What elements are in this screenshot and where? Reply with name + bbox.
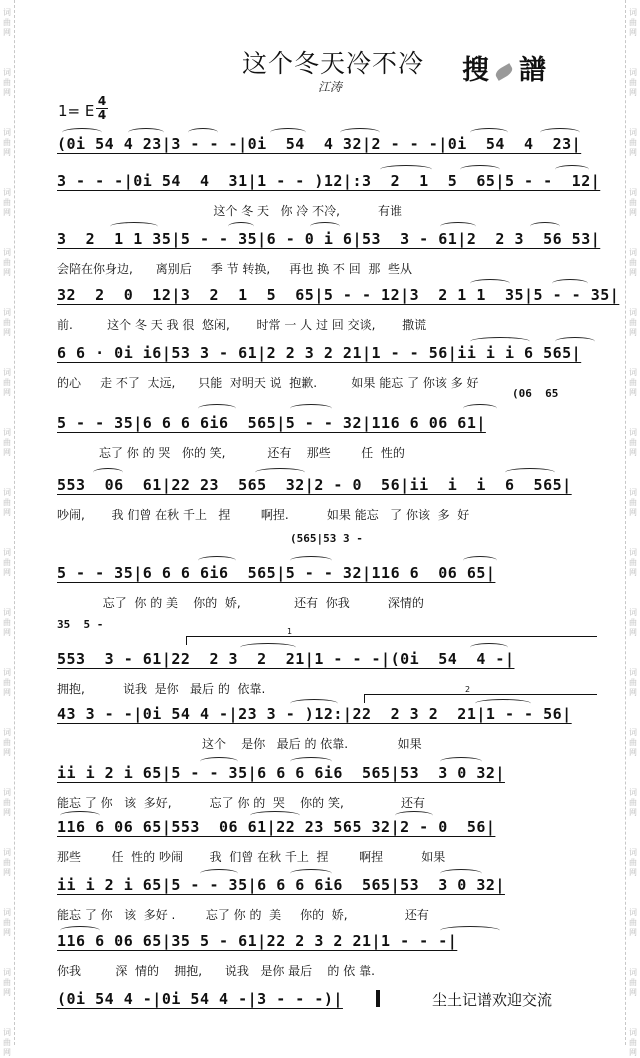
logo-char-2: 譜	[519, 55, 546, 86]
final-barline	[376, 990, 380, 1007]
watermark-text: 词 曲 网	[629, 368, 637, 397]
slur-arc	[440, 222, 476, 231]
watermark-text: 词 曲 网	[629, 908, 637, 937]
lyric-line: 那些 任 性的 吵闹 我 们曾 在秋 千上 捏 啊捏 如果	[57, 850, 446, 864]
grace-notes: (565|53 3 -	[290, 532, 363, 545]
slur-arc	[110, 222, 158, 231]
slur-arc	[380, 165, 432, 174]
volta-label-1: 1	[287, 627, 293, 636]
slur-arc	[200, 869, 238, 878]
slur-arc	[62, 128, 102, 137]
watermark-text: 词 曲 网	[629, 68, 637, 97]
watermark-text: 词 曲 网	[629, 488, 637, 517]
watermark-text: 词 曲 网	[3, 548, 11, 577]
notation-row: 3 - - -|0i 54 4 31|1 - - )12|:3 2 1 5 65|5 - - 12|	[57, 172, 601, 190]
watermark-text: 词 曲 网	[629, 788, 637, 817]
watermark-text: 词 曲 网	[3, 788, 11, 817]
slur-arc	[290, 556, 332, 565]
slur-arc	[290, 869, 332, 878]
site-logo	[462, 48, 546, 87]
watermark-text: 词 曲 网	[629, 848, 637, 877]
lyric-line: 会陪在你身边, 离别后 季 节 转换, 再也 换 不 回 那 些从	[57, 262, 412, 276]
slur-arc	[270, 128, 306, 137]
watermark-text: 词 曲 网	[629, 248, 637, 277]
watermark-text: 词 曲 网	[629, 8, 637, 37]
slur-arc	[395, 811, 433, 820]
watermark-text: 词 曲 网	[3, 908, 11, 937]
slur-arc	[255, 468, 305, 477]
slur-arc	[552, 279, 588, 288]
slur-arc	[440, 869, 482, 878]
watermark-text: 词 曲 网	[3, 308, 11, 337]
notation-row: 6 6 · 0i i6|53 3 - 61|2 2 3 2 21|1 - - 56|ii i i 6 565|	[57, 344, 582, 362]
slur-arc	[470, 279, 510, 288]
watermark-text: 词 曲 网	[629, 968, 637, 997]
lyric-line: 忘了 你 的 美 你的 娇, 还有 你我 深情的	[57, 596, 424, 610]
notation-row: 116 6 06 65|35 5 - 61|22 2 3 2 21|1 - - -|	[57, 932, 458, 950]
lyric-line: 能忘 了 你 该 多好 . 忘了 你 的 美 你的 娇, 还有	[57, 908, 429, 922]
slur-arc	[228, 222, 254, 231]
grace-notes: 35 5 -	[57, 618, 104, 631]
slur-arc	[128, 128, 164, 137]
grace-notes: (06 65	[512, 387, 559, 400]
time-top: 4	[97, 94, 107, 108]
slur-arc	[470, 128, 508, 137]
slur-arc	[290, 404, 332, 413]
lyric-line: 这个 冬 天 你 冷 不冷, 有谁	[57, 204, 403, 218]
watermark-text: 词 曲 网	[629, 548, 637, 577]
slur-arc	[530, 222, 560, 231]
notation-row: 43 3 - -|0i 54 4 -|23 3 - )12:|22 2 3 2 21|1 - - 56|	[57, 705, 572, 723]
notation-row: 5 - - 35|6 6 6 6i6 565|5 - - 32|116 6 06 61|	[57, 414, 486, 432]
lyric-line: 这个 是你 最后 的 依靠. 如果	[57, 737, 422, 751]
watermark-text: 词 曲 网	[3, 368, 11, 397]
slur-arc	[250, 811, 300, 820]
notation-row: (0i 54 4 -|0i 54 4 -|3 - - -)|	[57, 990, 343, 1008]
slur-arc	[463, 556, 497, 565]
slur-arc	[198, 404, 236, 413]
song-title: 这个冬天冷不冷	[242, 49, 425, 78]
slur-arc	[60, 811, 100, 820]
slur-arc	[463, 404, 497, 413]
notation-row: 32 2 0 12|3 2 1 5 65|5 - - 12|3 2 1 1 35|5 - - 35|	[57, 286, 620, 304]
watermark-text: 词 曲 网	[3, 428, 11, 457]
time-bottom: 4	[97, 108, 107, 122]
slur-arc	[198, 556, 236, 565]
volta-1	[186, 627, 597, 645]
notation-row: 553 3 - 61|22 2 3 2 21|1 - - -|(0i 54 4 -|	[57, 650, 515, 668]
watermark-text: 词 曲 网	[3, 8, 11, 37]
slur-arc	[440, 926, 500, 935]
lyric-line: 的心 走 不了 太远, 只能 对明天 说 抱歉. 如果 能忘 了 你该 多 好	[57, 376, 479, 390]
watermark-text: 词 曲 网	[3, 728, 11, 757]
watermark-text: 词 曲 网	[629, 188, 637, 217]
slur-arc	[340, 128, 380, 137]
watermark-text: 词 曲 网	[3, 68, 11, 97]
slur-arc	[290, 757, 332, 766]
notation-row: (0i 54 4 23|3 - - -|0i 54 4 32|2 - - -|0i 54 4 23|	[57, 135, 582, 153]
leaf-icon	[494, 63, 515, 81]
lyric-line: 你我 深 情的 拥抱, 说我 是你 最后 的 依 靠.	[57, 964, 375, 978]
footer-credit: 尘土记谱欢迎交流	[432, 991, 553, 1009]
watermark-text: 词 曲 网	[3, 188, 11, 217]
watermark-text: 词 曲 网	[629, 608, 637, 637]
notation-row: ii i 2 i 65|5 - - 35|6 6 6 6i6 565|53 3 0 32|	[57, 764, 505, 782]
slur-arc	[460, 165, 500, 174]
watermark-text: 词 曲 网	[629, 1028, 637, 1057]
notation-row: 3 2 1 1 35|5 - - 35|6 - 0 i 6|53 3 - 61|2 2 3 56 53|	[57, 230, 601, 248]
watermark-text: 词 曲 网	[629, 428, 637, 457]
lyric-line: 拥抱, 说我 是你 最后 的 依靠.	[57, 682, 331, 696]
watermark-text: 词 曲 网	[3, 668, 11, 697]
slur-arc	[290, 699, 338, 708]
lyric-line: 吵闹, 我 们曾 在秋 千上 捏 啊捏. 如果 能忘 了 你该 多 好	[57, 508, 470, 522]
watermark-text: 词 曲 网	[629, 128, 637, 157]
notation-row: 553 06 61|22 23 565 32|2 - 0 56|ii i i 6 565|	[57, 476, 572, 494]
lyric-line: 忘了 你 的 哭 你的 笑, 还有 那些 任 性的	[57, 446, 405, 460]
time-signature	[96, 96, 108, 121]
slur-arc	[60, 926, 100, 935]
notation-row: 116 6 06 65|553 06 61|22 23 565 32|2 - 0 56|	[57, 818, 496, 836]
watermark-text: 词 曲 网	[3, 248, 11, 277]
notation-row: ii i 2 i 65|5 - - 35|6 6 6 6i6 565|53 3 0 32|	[57, 876, 505, 894]
slur-arc	[540, 128, 580, 137]
notation-row: 5 - - 35|6 6 6 6i6 565|5 - - 32|116 6 06 65|	[57, 564, 496, 582]
right-watermark-strip	[625, 0, 640, 1057]
volta-label-2: 2	[465, 685, 471, 694]
slur-arc	[555, 337, 595, 346]
volta-2	[364, 685, 597, 703]
slur-arc	[505, 468, 555, 477]
slur-arc	[440, 757, 482, 766]
watermark-text: 词 曲 网	[3, 1028, 11, 1057]
slur-arc	[188, 128, 218, 137]
watermark-text: 词 曲 网	[3, 968, 11, 997]
lyric-line: 前. 这个 冬 天 我 很 悠闲, 时常 一 人 过 回 交谈, 撒谎	[57, 318, 427, 332]
key-signature: 1= E	[58, 102, 95, 120]
slur-arc	[555, 165, 589, 174]
left-watermark-strip	[0, 0, 15, 1057]
slur-arc	[310, 222, 340, 231]
watermark-text: 词 曲 网	[3, 128, 11, 157]
lyric-line: 能忘 了 你 该 多好, 忘了 你 的 哭 你的 笑, 还有	[57, 796, 426, 810]
watermark-text: 词 曲 网	[3, 488, 11, 517]
watermark-text: 词 曲 网	[3, 608, 11, 637]
watermark-text: 词 曲 网	[629, 728, 637, 757]
logo-char-1: 搜	[462, 55, 489, 86]
artist-name: 江涛	[318, 80, 343, 94]
slur-arc	[200, 757, 238, 766]
watermark-text: 词 曲 网	[629, 668, 637, 697]
slur-arc	[470, 337, 530, 346]
watermark-text: 词 曲 网	[3, 848, 11, 877]
slur-arc	[93, 468, 123, 477]
watermark-text: 词 曲 网	[629, 308, 637, 337]
